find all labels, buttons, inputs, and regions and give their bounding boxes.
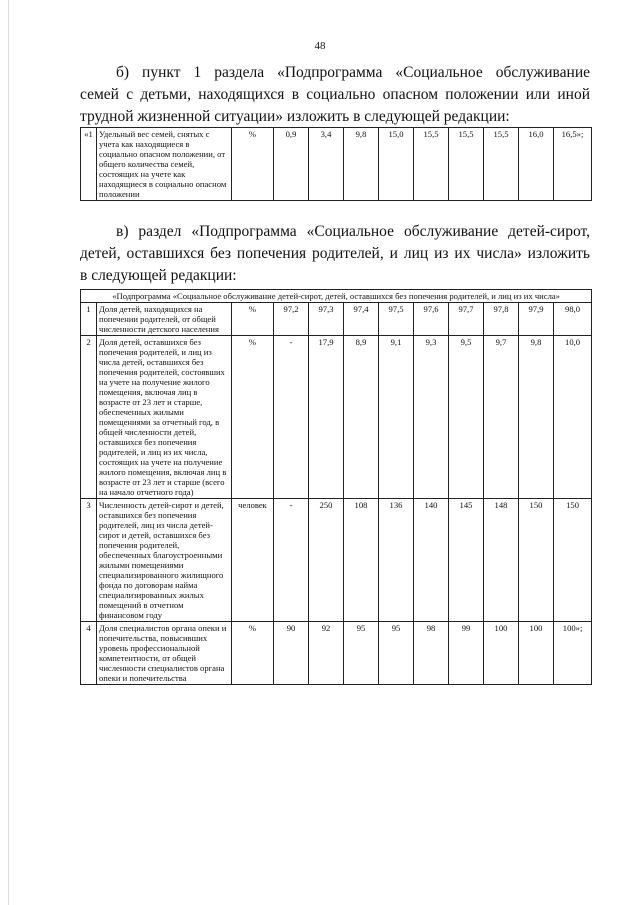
row-value: 10,0 bbox=[554, 336, 592, 499]
row-unit: % bbox=[232, 336, 274, 499]
row-value: - bbox=[274, 499, 309, 622]
row-value: 97,7 bbox=[449, 303, 484, 336]
row-value: 136 bbox=[379, 499, 414, 622]
paragraph-v-line-1: в) раздел «Подпрограмма «Социальное обслуживание детей-сирот, bbox=[116, 223, 590, 240]
row-value: 150 bbox=[554, 499, 592, 622]
row-value: 95 bbox=[379, 622, 414, 685]
row-indicator: Доля специалистов органа опеки и попечительства, повысивших уровень профессиональной компетентности, от общей численности специалистов органа опеки и попечительства bbox=[97, 622, 232, 685]
row-value: 92 bbox=[309, 622, 344, 685]
table-row bbox=[81, 499, 592, 622]
row-value: 8,9 bbox=[344, 336, 379, 499]
row-value: 145 bbox=[449, 499, 484, 622]
row-value: 95 bbox=[344, 622, 379, 685]
row-value: 97,8 bbox=[484, 303, 519, 336]
paragraph-b-line-2: семей с детьми, находящихся в социально опасном положении или иной bbox=[80, 86, 590, 103]
paragraph-v bbox=[80, 221, 590, 287]
table-row bbox=[81, 622, 592, 685]
row-value: 100»; bbox=[554, 622, 592, 685]
page-number: 48 bbox=[314, 40, 326, 52]
row-index: 1 bbox=[81, 303, 97, 336]
row-index: 2 bbox=[81, 336, 97, 499]
row-value: 97,3 bbox=[309, 303, 344, 336]
row-value: 148 bbox=[484, 499, 519, 622]
row-value: 9,5 bbox=[449, 336, 484, 499]
row-value: 140 bbox=[414, 499, 449, 622]
row-indicator: Доля детей, оставшихся без попечения родителей, и лиц из числа детей, оставшихся без попечения родителей, состоявших на учете на получение жилого помещения, включая лиц в возрасте от 23 лет и старше, обеспеченных жилыми помещениями за отчетный год, в общей численности детей, оставшихся без попечения родителей, и лиц из их числа, состоящих на учете на получение жилого помещения, включая лиц в возрасте от 23 лет и старше (всего на начало отчетного года) bbox=[97, 336, 232, 499]
row-value: 98,0 bbox=[554, 303, 592, 336]
paragraph-v-line-2: детей, оставшихся без попечения родителей, и лиц из их числа» изложить bbox=[80, 245, 590, 262]
row-value: - bbox=[274, 336, 309, 499]
row-value: 15,5 bbox=[414, 128, 449, 201]
row-value: 9,7 bbox=[484, 336, 519, 499]
row-value: 98 bbox=[414, 622, 449, 685]
paragraph-b bbox=[80, 62, 590, 128]
row-value: 0,9 bbox=[274, 128, 309, 201]
row-value: 16,0 bbox=[519, 128, 554, 201]
row-value: 97,2 bbox=[274, 303, 309, 336]
row-unit: человек bbox=[232, 499, 274, 622]
paragraph-b-line-1: б) пункт 1 раздела «Подпрограмма «Социальное обслуживание bbox=[116, 64, 590, 81]
table-header: «Подпрограмма «Социальное обслуживание детей-сирот, детей, оставшихся без попечения родителей, и лиц из их числа» bbox=[81, 290, 592, 303]
row-value: 17,9 bbox=[309, 336, 344, 499]
row-value: 15,5 bbox=[484, 128, 519, 201]
table-row bbox=[81, 128, 592, 201]
row-value: 100 bbox=[519, 622, 554, 685]
row-index: «1 bbox=[81, 128, 97, 201]
table-row bbox=[81, 303, 592, 336]
table-header-row bbox=[81, 290, 592, 303]
row-value: 97,4 bbox=[344, 303, 379, 336]
row-indicator: Удельный вес семей, снятых с учета как находящиеся в социально опасном положении, от общего количества семей, состоящих на учете как находящиеся в социально опасном положении bbox=[97, 128, 232, 201]
row-index: 3 bbox=[81, 499, 97, 622]
row-indicator: Численность детей-сирот и детей, оставшихся без попечения родителей, лиц из числа детей-сирот и детей, оставшихся без попечения родителей, обеспеченных благоустроенными жилыми помещениями специализированного жилищного фонда по договорам найма специализированных жилых помещений в отчетном финансовом году bbox=[97, 499, 232, 622]
scan-edge-line bbox=[8, 0, 9, 905]
row-indicator: Доля детей, находящихся на попечении родителей, от общей численности детского населения bbox=[97, 303, 232, 336]
row-value: 9,8 bbox=[519, 336, 554, 499]
table-row bbox=[81, 336, 592, 499]
row-value: 99 bbox=[449, 622, 484, 685]
table-subprogram-orphans bbox=[80, 289, 592, 685]
row-value: 15,0 bbox=[379, 128, 414, 201]
row-value: 97,6 bbox=[414, 303, 449, 336]
table-subprogram-families bbox=[80, 127, 592, 201]
row-value: 250 bbox=[309, 499, 344, 622]
row-value: 97,5 bbox=[379, 303, 414, 336]
row-value: 16,5»; bbox=[554, 128, 592, 201]
row-unit: % bbox=[232, 622, 274, 685]
row-value: 3,4 bbox=[309, 128, 344, 201]
row-value: 97,9 bbox=[519, 303, 554, 336]
row-value: 150 bbox=[519, 499, 554, 622]
row-index: 4 bbox=[81, 622, 97, 685]
row-value: 9,8 bbox=[344, 128, 379, 201]
row-value: 9,3 bbox=[414, 336, 449, 499]
row-value: 15,5 bbox=[449, 128, 484, 201]
row-value: 108 bbox=[344, 499, 379, 622]
paragraph-b-line-3: трудной жизненной ситуации» изложить в следующей редакции: bbox=[80, 108, 510, 125]
paragraph-v-line-3: в следующей редакции: bbox=[80, 267, 237, 284]
row-value: 90 bbox=[274, 622, 309, 685]
row-unit: % bbox=[232, 303, 274, 336]
row-value: 100 bbox=[484, 622, 519, 685]
row-unit: % bbox=[232, 128, 274, 201]
row-value: 9,1 bbox=[379, 336, 414, 499]
